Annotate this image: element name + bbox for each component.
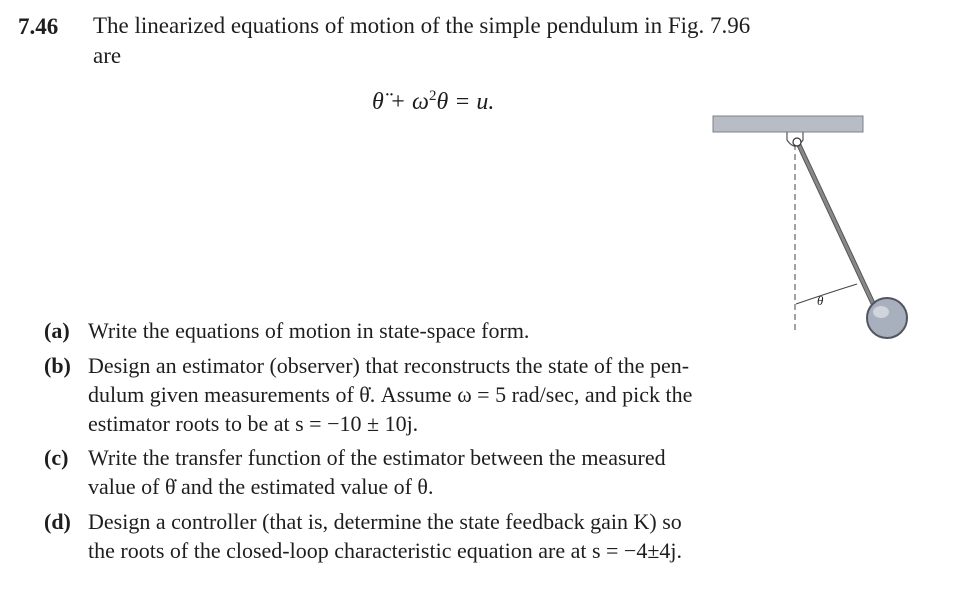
- equation: [372, 88, 494, 116]
- part-line: estimator roots to be at s = −10 ± 10j.: [88, 411, 419, 436]
- problem-statement-line2: are: [93, 43, 122, 68]
- angle-label: θ: [817, 293, 824, 308]
- part-line: value of θ̇ and the estimated value of θ.: [88, 474, 434, 499]
- part-line: Write the transfer function of the estimator between the measured: [88, 445, 666, 470]
- part-c: [44, 443, 774, 501]
- part-d: [44, 507, 774, 565]
- bob-highlight: [873, 306, 889, 318]
- part-label: (c): [44, 445, 69, 470]
- part-line: Write the equations of motion in state-space form.: [88, 318, 530, 343]
- equation-power: 2: [428, 88, 437, 104]
- problem-number: 7.46: [18, 14, 59, 39]
- pendulum-figure: [705, 108, 920, 348]
- part-b: [44, 351, 774, 438]
- pendulum-bob: [867, 298, 907, 338]
- part-line: the roots of the closed-loop characteristic equation are at s = −4±4j.: [88, 538, 683, 563]
- pendulum-rod: [799, 145, 877, 312]
- equation-rhs: θ = u.: [436, 89, 495, 115]
- part-line: Design an estimator (observer) that reconstructs the state of the pen-: [88, 353, 690, 378]
- part-label: (a): [44, 318, 70, 343]
- ceiling: [713, 116, 863, 132]
- pivot: [793, 138, 801, 146]
- angle-arc: [796, 284, 857, 304]
- equation-lhs: θ̈ + ω: [372, 89, 429, 115]
- part-a: [44, 316, 774, 345]
- problem-statement-line1: The linearized equations of motion of the simple pendulum in Fig. 7.96: [93, 13, 751, 38]
- part-line: dulum given measurements of θ̇. Assume ω = 5 rad/sec, and pick the: [88, 382, 693, 407]
- part-label: (b): [44, 353, 71, 378]
- part-line: Design a controller (that is, determine the state feedback gain K) so: [88, 509, 682, 534]
- part-label: (d): [44, 509, 71, 534]
